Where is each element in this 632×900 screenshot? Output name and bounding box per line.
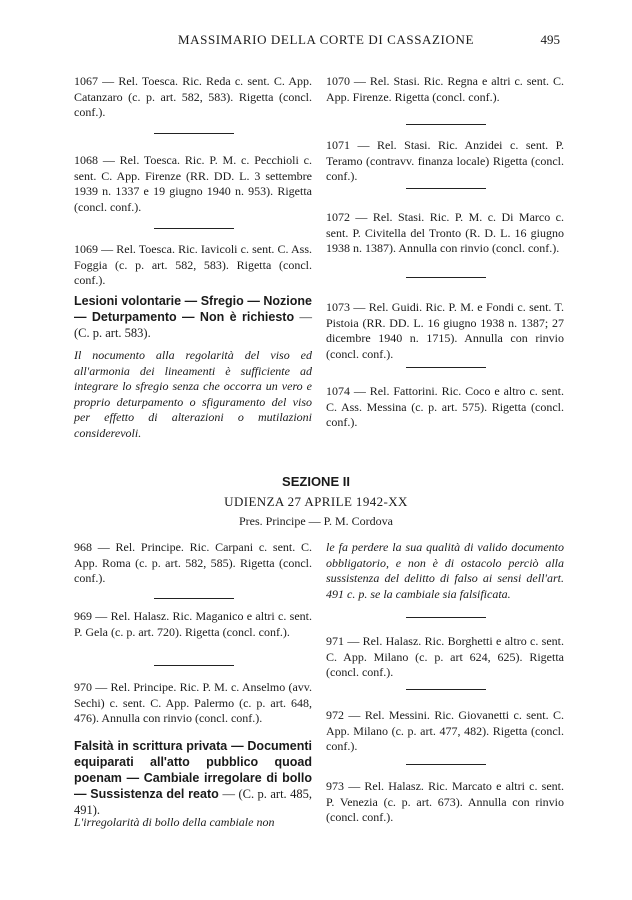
entry-1068: 1068 — Rel. Toesca. Ric. P. M. c. Pecchioli c. sent. C. App. Firenze (RR. DD. L. 3 settembre 1939 n. 1337 e 19 giugno 1940 n. 953). Rigetta (concl. conf.). — [74, 153, 312, 214]
entry-1073: 1073 — Rel. Guidi. Ric. P. M. e Fondi c. sent. T. Pistoia (RR. DD. L. 16 giugno 1938 n. 1387; 27 dicembre 1940 n. 1715). Annulla con rinvio (concl. conf.). — [326, 300, 564, 361]
massima-heading-reference: — (C. p. art. 485, 491). — [74, 787, 312, 817]
page-number: 495 — [540, 32, 560, 47]
massima-heading-reference: — (C. p. art. 583). — [74, 310, 312, 340]
separator-rule — [406, 764, 486, 765]
massima-heading-lesioni — [74, 293, 312, 341]
separator-rule — [154, 228, 234, 229]
massima-text-cambiale-end: le fa perdere la sua qualità di valido documento obbligatorio, e non è di ostacolo perciò alla sussistenza del delitto di falso ai sensi dell'art. 491 c. p. se la cambiale sia falsificata. — [326, 540, 564, 601]
entry-1074: 1074 — Rel. Fattorini. Ric. Coco e altro c. sent. C. Ass. Messina (c. p. art. 575). Rigetta (concl. conf.). — [326, 384, 564, 429]
entry-1069: 1069 — Rel. Toesca. Ric. Iavicoli c. sent. C. Ass. Foggia (c. p. art. 582, 583). Rigetta (concl. conf.). — [74, 242, 312, 287]
entry-973: 973 — Rel. Halasz. Ric. Marcato e altri c. sent. P. Venezia (c. p. art. 673). Annulla con rinvio (concl. conf.). — [326, 779, 564, 824]
separator-rule — [154, 665, 234, 666]
section-title: SEZIONE II — [282, 474, 350, 489]
entry-1072: 1072 — Rel. Stasi. Ric. P. M. c. Di Marco c. sent. P. Civitella del Tronto (R. D. L. 16 giugno 1938 n. 1387). Annulla con rinvio (concl. conf.). — [326, 210, 564, 255]
massima-heading-text: Lesioni volontarie — Sfregio — Nozione — Deturpamento — Non è richiesto — [74, 294, 312, 324]
separator-rule — [406, 367, 486, 368]
presiding-judges: Pres. Principe — P. M. Cordova — [239, 514, 393, 528]
entry-1071: 1071 — Rel. Stasi. Ric. Anzidei c. sent. P. Teramo (contravv. finanza locale) Rigetta (concl. conf.). — [326, 138, 564, 183]
massima-text-cambiale-start: L'irregolarità di bollo della cambiale non — [74, 815, 275, 829]
separator-rule — [154, 598, 234, 599]
entry-968: 968 — Rel. Principe. Ric. Carpani c. sent. C. App. Roma (c. p. art. 582, 585). Rigetta (concl. conf.). — [74, 540, 312, 585]
massima-heading-text: Falsità in scrittura privata — Documenti equiparati all'atto pubblico quoad poenam — Cambiale irregolare di bollo — Sussistenza del reato — [74, 739, 312, 801]
massima-heading-falsita — [74, 738, 312, 818]
separator-rule — [154, 133, 234, 134]
separator-rule — [406, 689, 486, 690]
entry-971: 971 — Rel. Halasz. Ric. Borghetti e altro c. sent. C. App. Milano (c. p. art 624, 625). Rigetta (concl. conf.). — [326, 634, 564, 679]
separator-rule — [406, 277, 486, 278]
entry-1070: 1070 — Rel. Stasi. Ric. Regna e altri c. sent. C. App. Firenze. Rigetta (concl. conf.). — [326, 74, 564, 104]
massima-text-sfregio: Il nocumento alla regolarità del viso ed all'armonia dei lineamenti è sufficiente ad integrare lo sfregio senza che occorra un vero e proprio deturpamento o sfiguramento del viso per effetto di alterazioni o mutilazioni considerevoli. — [74, 348, 312, 440]
entry-1067: 1067 — Rel. Toesca. Ric. Reda c. sent. C. App. Catanzaro (c. p. art. 582, 583). Rigetta (concl. conf.). — [74, 74, 312, 119]
entry-972: 972 — Rel. Messini. Ric. Giovanetti c. sent. C. App. Milano (c. p. art. 477, 482). Rigetta (concl. conf.). — [326, 708, 564, 753]
separator-rule — [406, 617, 486, 618]
separator-rule — [406, 124, 486, 125]
page-header — [60, 32, 560, 52]
entry-969: 969 — Rel. Halasz. Ric. Maganico e altri c. sent. P. Gela (c. p. art. 720). Rigetta (concl. conf.). — [74, 609, 312, 639]
separator-rule — [406, 188, 486, 189]
running-title: MASSIMARIO DELLA CORTE DI CASSAZIONE — [178, 32, 474, 47]
hearing-date: UDIENZA 27 APRILE 1942-XX — [224, 494, 408, 509]
entry-970: 970 — Rel. Principe. Ric. P. M. c. Anselmo (avv. Sechi) c. sent. C. App. Palermo (c. p. art. 648, 476). Annulla con rinvio (concl. conf.). — [74, 680, 312, 725]
